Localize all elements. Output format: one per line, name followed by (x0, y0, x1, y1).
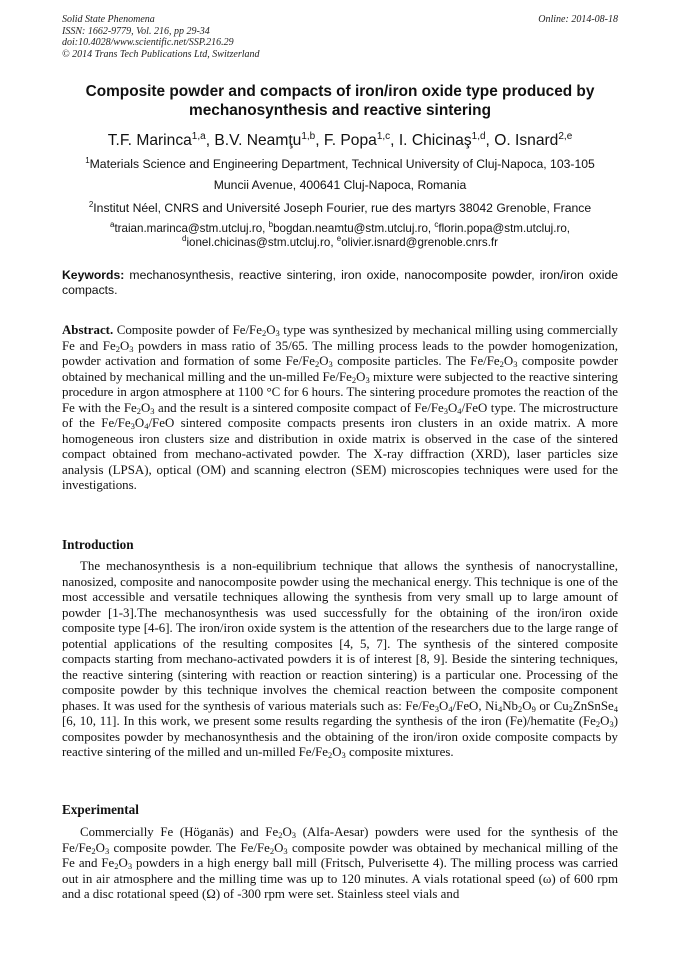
introduction-section (62, 559, 618, 761)
paragraph-text: ZnSnSe (572, 698, 614, 713)
subscript: 3 (150, 405, 155, 416)
subscript: 9 (531, 703, 536, 714)
email-mark: e (336, 234, 342, 243)
subscript: 3 (434, 703, 440, 714)
doi-line: doi:10.4028/www.scientific.net/SSP.216.29 (62, 37, 234, 49)
subscript: 2 (595, 719, 601, 729)
author-affiliation-mark: 1,a (191, 131, 206, 142)
subscript: 3 (129, 343, 134, 354)
subscript: 3 (291, 830, 296, 840)
email-mark: a (109, 220, 115, 229)
email-address: traian.marinca@stm.utcluj.ro, (114, 222, 266, 235)
online-date: Online: 2014-08-18 (538, 14, 618, 25)
paragraph-text: composite powder. The Fe/Fe (109, 840, 270, 855)
author-name: B.V. Neamţu (214, 132, 302, 149)
subscript: 4 (144, 421, 149, 431)
subscript: 2 (568, 703, 573, 714)
subscript: 3 (365, 374, 370, 385)
paragraph-text: O (95, 840, 105, 855)
subscript: 2 (314, 359, 320, 369)
subscript: 2 (115, 343, 120, 354)
paragraph-text: The mechanosynthesis is a non-equilibrium technique that allows the synthesis of nanocrystalline, nanosized, composite and nanocomposite powder using the mechanical energy. This technique is one of the most accessible and versatile techniques allowing the synthesis from very small up to large amount of powder [1-3].The mechanosynthesis was used successfully for the obtaining of the iron/iron oxide composite type [4-6]. The iron/iron oxide system is the attention of the researchers due to the large range of potential applications of the resulting composites [4, 5, 7]. The synthesis of the sintered composite compacts starting from mechano-activated powders it is of interest [8, 9]. Beside the sintering techniques, the reactive sintering (sintering with reaction or reaction sintering) is a particular one. Processing of the composite powder by this technique involves the chemical reaction between the composite component phases. It was used for the synthesis of various materials such as: Fe/Fe (62, 559, 618, 713)
subscript: 3 (275, 328, 280, 338)
abstract-text: composite particles. The Fe/Fe (332, 354, 500, 368)
abstract-text: /FeO type. The microstructure of the Fe/Fe (62, 400, 618, 430)
abstract-text: O (319, 354, 329, 368)
paragraph-text: O (439, 698, 449, 713)
paragraph-text: Nb (502, 698, 519, 713)
abstract-text: mixture were subjected to the reactive sintering procedure in argon atmosphere at 1100 °C for 6 hours. The sintering procedure promotes the reaction of the Fe with the Fe (62, 369, 618, 415)
paragraph-text: powders in a high energy ball mill (Fritsch, Pulverisette 4). The milling process was carried out in air atmosphere and the milling time was up to 120 minutes. A vials rotational speed (ω) of 600 rpm and a disc rotational speed (Ω) of -300 rpm were set. Stainless steel vials and (62, 856, 618, 901)
abstract-text: Composite powder of Fe/Fe (116, 323, 262, 337)
keywords-text: mechanosynthesis, reactive sintering, iron oxide, nanocomposite powder, iron/iron oxide compacts. (62, 268, 618, 297)
abstract-text: and the result is a sintered composite compact of Fe/Fe (154, 400, 444, 415)
abstract-text: /FeO sintered composite compacts presents iron clusters in an oxide matrix. A more homogeneous iron clusters size and distribution in oxide matrix is observed in the case of the sintered compact obtained from mechano-activated powder. The X-ray diffraction (XRD), laser particles size analysis (LPSA), optical (OM) and scanning electron (SEM) microscopies techniques were used for the investigations. (62, 416, 618, 492)
abstract (62, 323, 618, 494)
subscript: 4 (448, 703, 453, 714)
paragraph-text: O (118, 856, 128, 870)
experimental-section (62, 825, 618, 903)
subscript: 3 (127, 861, 133, 871)
affiliation-1 (62, 154, 618, 196)
paragraph-text: composite powder was obtained by mechanical milling of the Fe and Fe (62, 840, 619, 870)
paragraph-text: (Alfa-Aesar) powders were used for the synthesis of the Fe/Fe (62, 825, 619, 855)
author-affiliation-mark: 1,b (301, 131, 316, 142)
email-address: florin.popa@stm.utcluj.ro, (438, 222, 570, 235)
author-name: O. Isnard (494, 132, 559, 149)
abstract-text: powders in mass ratio of 35/65. The milling process leads to the powder homogenization, powder activation and formation of some Fe/Fe (62, 338, 618, 368)
journal-name: Solid State Phenomena (62, 14, 155, 25)
email-mark: d (182, 234, 187, 243)
paragraph-text: composite mixtures. (345, 745, 454, 759)
affiliation-number: 2 (88, 200, 94, 209)
abstract-text: composite powder obtained by mechanical milling and the un-milled Fe/Fe (62, 354, 619, 384)
subscript: 3 (104, 845, 110, 856)
abstract-text: O (447, 400, 458, 415)
subscript: 2 (269, 845, 275, 856)
paragraph-text: Commercially Fe (Höganäs) and Fe (80, 825, 279, 839)
subscript: 2 (327, 750, 333, 760)
subscript: 3 (609, 719, 614, 729)
issn-line: ISSN: 1662-9779, Vol. 216, pp 29-34 (62, 25, 210, 37)
email-mark: c (434, 220, 439, 229)
subscript: 2 (91, 845, 96, 856)
journal-metadata (62, 14, 618, 60)
subscript: 4 (613, 703, 618, 714)
abstract-text: O (266, 323, 276, 337)
paragraph-text: /FeO, Ni (452, 698, 498, 713)
paragraph-text: or Cu (535, 698, 569, 713)
copyright-line: © 2014 Trans Tech Publications Ltd, Switzerland (62, 48, 260, 60)
paragraph-text: O (282, 825, 292, 839)
abstract-text: O (134, 416, 145, 430)
author-name: T.F. Marinca (107, 132, 192, 149)
paragraph-text: O (332, 745, 342, 759)
author-affiliation-mark: 2,e (558, 131, 573, 142)
email-mark: b (268, 220, 274, 229)
subscript: 3 (513, 359, 518, 369)
subscript: 3 (443, 405, 448, 416)
paragraph-text: [6, 10, 11]. In this work, we present some results regarding the synthesis of the iron (Fe)/hematite (Fe (62, 714, 596, 728)
author-name: F. Popa (323, 132, 377, 149)
author-name: I. Chicinaş (398, 132, 472, 149)
subscript: 3 (130, 421, 135, 431)
paper-title: Composite powder and compacts of iron/iron oxide type produced by mechanosynthesis and reactive sintering (85, 83, 595, 119)
email-address: olivier.isnard@grenoble.cnrs.fr (341, 236, 498, 249)
section-heading-experimental: Experimental (62, 802, 139, 817)
paragraph-text: O (600, 714, 610, 728)
keywords (62, 268, 618, 298)
author-affiliation-mark: 1,d (471, 131, 486, 142)
paragraph-text: ) composites powder by mechanosynthesis and the obtaining of the iron/iron oxide composite compacts by reactive sintering of the milled and un-milled Fe/Fe (62, 714, 618, 759)
email-address: ionel.chicinas@stm.utcluj.ro, (186, 236, 334, 249)
abstract-text: O (119, 338, 130, 353)
abstract-text: O (356, 369, 366, 384)
subscript: 3 (328, 359, 333, 369)
subscript: 4 (498, 703, 503, 714)
author-list: T.F. Marinca$^{1,a}$, B.V. Neamţu$^{1,b}$, F. Popa$^{1,c}$, I. Chicinaş$^{1,d}$, O. Isnard$^{2,e}$ (107, 131, 573, 149)
affiliation-number: 1 (85, 156, 90, 165)
abstract-text: type was synthesized by mechanical milling using commercially Fe and Fe (62, 323, 618, 353)
affiliation-2 (62, 198, 618, 219)
author-emails (62, 222, 618, 250)
section-heading-introduction: Introduction (62, 537, 134, 552)
abstract-text: O (140, 400, 151, 415)
subscript: 3 (341, 750, 346, 760)
subscript: 3 (283, 845, 288, 856)
subscript: 2 (261, 328, 267, 338)
subscript: 2 (114, 861, 119, 871)
subscript: 4 (457, 405, 462, 416)
affiliation-text: Materials Science and Engineering Department, Technical University of Cluj-Napoca, 103-105 (89, 157, 595, 171)
affiliation-text: Muncii Avenue, 400641 Cluj-Napoca, Romania (213, 178, 467, 192)
abstract-text: O (503, 354, 514, 368)
subscript: 2 (518, 703, 523, 714)
email-address: bogdan.neamtu@stm.utcluj.ro, (273, 222, 432, 235)
paragraph-text: O (274, 840, 284, 855)
paragraph-text: O (522, 698, 532, 713)
affiliation-text: Institut Néel, CNRS and Université Joseph Fourier, rue des martyrs 38042 Grenoble, France (93, 201, 592, 215)
abstract-label: Abstract. (62, 323, 114, 337)
subscript: 2 (136, 405, 141, 416)
subscript: 2 (278, 830, 283, 840)
subscript: 2 (499, 359, 504, 369)
keywords-label: Keywords: (62, 268, 125, 282)
subscript: 2 (351, 374, 357, 385)
author-affiliation-mark: 1,c (376, 131, 391, 142)
